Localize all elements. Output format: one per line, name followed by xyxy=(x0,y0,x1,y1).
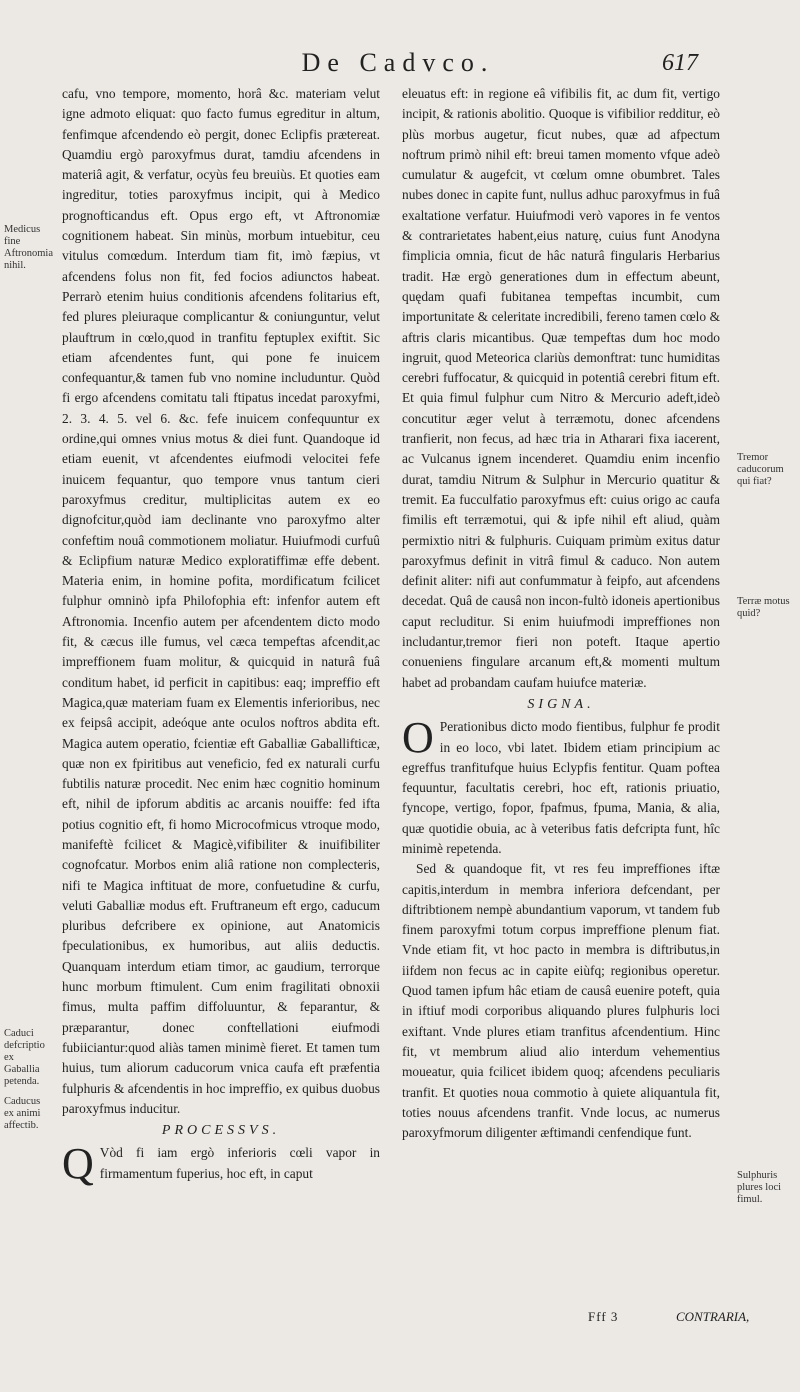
right-paragraph-2-text: Perationibus dicto modo fientibus, fulphur fe prodit in eo loco, vbi latet. Ibidem etiam principium ac egreffus tranfitufque huius Eclypfis fentitur. Quam poftea fequuntur, facultatis cerebri, hoc eft, rationis priuatio, fyncope, vertigo, fopor, fpafmus, fpuma, Mania, & alia, quæ quotidie obuia, ac à veteribus fatis defcripta funt, hîc minimè repetenda. xyxy=(402,719,720,856)
page-number: 617 xyxy=(662,50,698,76)
left-paragraph-1: cafu, vno tempore, momento, horâ &c. materiam velut igne admoto eliquat: quo facto fumus egreditur in altum, fenfimque afcendendo eò pergit, donec Eclipfis prætereat. Quamdiu ergò paroxyfmus durat, tamdiu afcendens in materiâ agit, & verfatur, ocyùs feu breuiùs. Et quoties eam ingreditur, toties paroxyfmus incipit, qui à Medico prognofticandus eft. Opus ergo eft, vt Aftronomiæ cognitionem habeat. Sin minùs, morbum intuebitur, ceu vitulus comœdum. Interdum tiam fit, imò fæpius, vt afcendens folus non fit, fed focios adiunctos habeat. Perrarò etenim huius conditionis afcendens folitarius eft, fed plures pleiuraque complicantur & coniunguntur, velut plauftrum in cœlo,quod in tranfitu feptuplex exiftit. Sic etiam afcendentes funt, qui pone fe inuicem confequantur,& tamen fub vno nomine includuntur. Quòd fi ergo afcendens comitatu tali ftipatus incedat paroxyfmi, 2. 3. 4. 5. vel 6. &c. fefe inuicem confequuntur ex ordine,qui omnes vnius motus & diei funt. Quandoque id etiam euenit, vt afcendentes eiufmodi velocitei fefe inuicem fequantur, quo tempore vnus tantum cieri paroxyfmus creditur, multiplicitas autem ex eo dignofcitur,quòd iam declinante vno paroxyfmo alter confeftim nouâ commotionem moliatur. Huiufmodi curfuû & Eclipfium naturæ Medico exploratiffimæ effe debent. Materia enim, in homine pofita, mordificatum fcilicet fulphur omninò ipfa Philofophia eft: infenfor autem eft Aftronomia. Incenfio autem per afcendentem dicto modo fit, & cæcus ille fumus, vel cæca tempeftas afcendit,ac impreffionem fuam molitur, & quicquid in naturâ fuâ conditum habet, id perficit in capitibus: eaq; impreffio eft Magica,quæ materiam fuam ex Elementis inferioribus, nec ex feipsâ accipit, adeóque ante oculos noftros abdita eft. Magica autem operatio, fcientiæ eft Gaballiæ Gaballifticæ, quæ non ex fpiritibus aut veneficio, fed ex naturali curfu fubtilis naturæ procedit. Nec enim hæc cognitio hominum eft, nihil de ipforum abditis ac arcanis nouiffe: fed ifta potius cognitio eft, fi homo Microcofmicus vtroque modo, manifeftè fcilicet & Magicè,vifibiliter & inuifibiliter cognofcatur. Morbos enim aliâ ratione non complecteris, nifi te Magica inftituat de more, confuetudine & curfu, veluti Gaballiæ modus eft. Fruftraneum eft ergo, caducum pluribus defcribere ex opinione, aut Anatomicis fpeculationibus, ex humoribus, aut aliis deductis. Quanquam interdum etiam timor, ac gaudium, terrorque hunc morbum ftimulent. Cum enim fragilitati obnoxii fimus, multa paffim diffoluuntur, & feparantur, & præparantur, donec conftellationi eiufmodi fubiiciantur:quod aliàs tamen minimè fieret. Et tamen tum huius, tum aliorum caducorum vnica caufa eft præfentia fulphuris & afcendentis in hoc impreffio, ex quibus duobus paroxyfmus inducitur. xyxy=(62,86,380,1116)
right-paragraph-2 xyxy=(402,713,720,859)
signature-mark: Fff 3 xyxy=(588,1309,619,1324)
left-paragraph-2 xyxy=(62,1139,380,1189)
right-paragraph-3: Sed & quandoque fit, vt res feu impreffiones iftæ capitis,interdum in membra inferiora defcendant, per diftribtionem nempè abundantium vaporum, vt tandem fub finem paroxyfmi totum corpus impreffione plenum fiat. Vnde etiam fit, vt hoc pacto in membra is diftributus,in iifdem non fecus ac in capite eiùfq; regionibus operetur. Quod tamen ipfum hâc etiam de causâ euenire poteft, quia in iftiuf modi corporibus aliquando plures fulphuris loci exiftant. Vnde plures etiam tranfitus afcendentium. Hinc fit, vt membrum aliud alio interdum vehementius moueatur, quia fcilicet ibidem quoq; afcendens peculiaris tranfit. Et quoties noua commotio à quiete aliquantula fit, toties nouus afcendens tranfit. Vnde locus, ac numerus paroxyfmorum diligenter æftimandi cenfendique funt. xyxy=(402,861,720,1141)
left-paragraph-2-text: Vòd fi iam ergò inferioris cœli vapor in firmamentum fuperius, hoc eft, in caput xyxy=(99,1145,380,1181)
side-note-medicus: Medicus fine Aftronomia nihil. xyxy=(4,224,53,271)
running-title: De Cadvco. xyxy=(301,48,495,77)
drop-cap: Q xyxy=(62,1139,94,1189)
left-column xyxy=(62,84,380,1189)
catchword: CONTRARIA, xyxy=(676,1309,750,1324)
section-heading-signa: SIGNA. xyxy=(527,696,595,712)
right-column xyxy=(402,84,720,1143)
page-header xyxy=(0,48,800,80)
side-note-caduci: Caduci defcriptio ex Gaballia petenda. xyxy=(4,1028,45,1087)
drop-cap: O xyxy=(402,713,434,763)
side-note-sulphuris: Sulphuris plures loci fimul. xyxy=(737,1170,782,1205)
section-heading-processus: PROCESSVS. xyxy=(161,1123,281,1139)
right-paragraph-1: eleuatus eft: in regione eâ vifibilis fit, ac dum fit, vertigo incipit, & rationis abolitio. Quoque is vifibilior redditur, eò plùs morbus augetur, ficut nubes, quæ ad afpectum noftrum primò nihil eft: breui tamen momento vfque adeò cumulatur & augefcit, vt cœlum omne obumbret. Tales nubes donec in capite funt, nullus adhuc paroxyfmus in fuâ exaltatione verfatur. Huiufmodi verò vapores in fe ventos & contrarietates habent,eius naturę, cuius funt Anodyna fimplicia omnia, ficut de hâc naturâ fingularis Herbarius tradit. Hæ ergò generationes dum in effectum abeunt, quędam quafi fubitanea tempeftas incumbit, cum importunitate & celeritate incredibili, fereno tamen cœlo & aftris claris micantibus. Quæ tempeftas dum hoc modo ingruit, quod Meteorica clariùs demonftrat: tunc humiditas cerebri fuffocatur, & quicquid in potentiâ cerebri fitum eft. Et quia fimul fulphur cum Nitro & Mercurio adeft,ideò concutitur æger velut à terræmotu, donec afcendens tranfierit, non fecus, ad hæc tria in Atharari fixa iacerent, ac Vulcanus ignem incenderet. Quamdiu enim incenfio durat, tamdiu Nitrum & Sulphur in Mercurio quatitur & tremit. Ea fucculfatio paroxyfmus eft: cuius origo ac caufa fimilis eft terræmotui, qui & ipfe nihil eft aliud, quàm permixtio nitri & fulphuris. Cuiquam primùm exitus datur paroxyfmus definit in vitrâ fimul & caduco. Non autem definit aliter: nifi aut confummatur à feipfo, aut afcendens decedat. Quâ de causâ non incon-fultò idoneis apertionibus caput recluditur. Si enim huiufmodi impreffiones non includantur,tremor fieri non poteft. Itaque apertio conueniens fingulare arcanum eft,& momenti multum habet ad probandam caufam huiufce materiæ. xyxy=(402,86,720,690)
side-note-caducus-animi: Caducus ex animi affectib. xyxy=(4,1096,41,1131)
side-note-terrae-motus: Terræ motus quid? xyxy=(737,596,790,619)
side-note-tremor: Tremor caducorum qui fiat? xyxy=(737,452,784,487)
